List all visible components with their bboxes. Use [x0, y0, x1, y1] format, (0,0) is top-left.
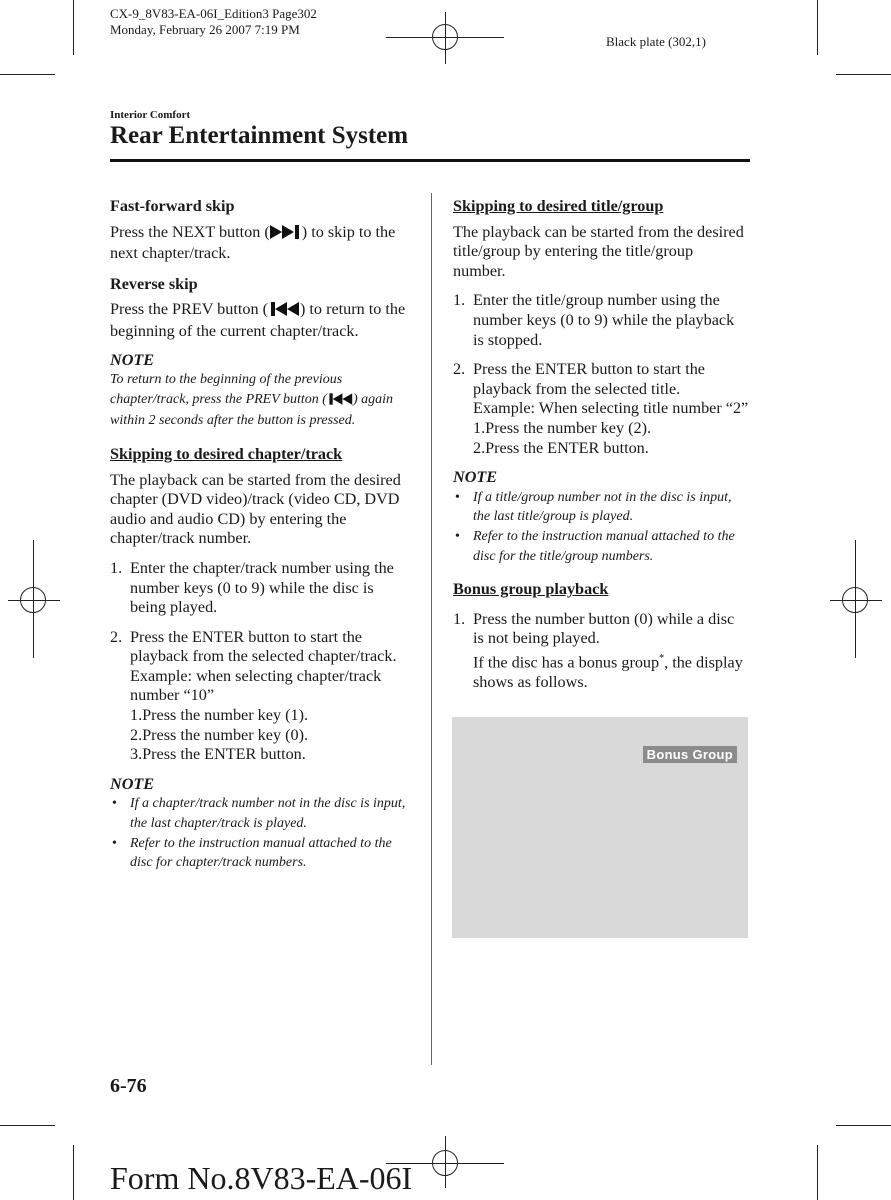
list-item: 1. Enter the chapter/track number using the number keys (0 to 9) while the disc is being played. [110, 558, 394, 617]
ff-paragraph: Press the NEXT button ( ) to skip to the next chapter/track. [110, 222, 396, 263]
crop-mark [817, 1145, 818, 1200]
crop-mark [817, 0, 818, 55]
note-heading: NOTE [110, 350, 155, 369]
chapter-heading: Skipping to desired chapter/track [110, 444, 343, 463]
crop-mark [0, 74, 55, 75]
list-item: 1. Enter the title/group number using the number keys (0 to 9) while the playback is stopped. [453, 291, 735, 349]
crop-mark [0, 1125, 55, 1126]
example-text: Example: When selecting title number “2” [473, 399, 749, 418]
page-number: 6-76 [110, 1075, 147, 1097]
section-label: Interior Comfort [110, 109, 191, 121]
display-screen [452, 717, 748, 938]
sub-step: 2.Press the number key (0). [130, 725, 309, 744]
example-text: Example: when selecting chapter/track number “10” [130, 666, 382, 705]
column-divider [431, 193, 432, 1065]
sub-step: 2.Press the ENTER button. [473, 438, 649, 457]
crop-mark [836, 74, 891, 75]
title-rule [110, 159, 750, 162]
next-skip-icon [270, 225, 302, 245]
right-column [453, 197, 749, 692]
crop-mark [73, 0, 74, 55]
note-text: To return to the beginning of the previous chapter/track, press the PREV button ( ) again within 2 seconds after the button is pressed. [110, 372, 394, 429]
print-header-file: CX-9_8V83-EA-06I_Edition3 Page302 [110, 6, 317, 21]
list-item: • If a chapter/track number not in the disc is input, the last chapter/track is played. [112, 796, 406, 832]
page-title: Rear Entertainment System [110, 122, 409, 149]
prev-skip-icon [268, 302, 300, 322]
rev-paragraph: Press the PREV button ( ) to return to the beginning of the current chapter/track. [110, 300, 406, 340]
chapter-intro: The playback can be started from the desired chapter (DVD video)/track (video CD, DVD audio and audio CD) by entering the chapter/track number. [110, 470, 401, 548]
left-column [110, 197, 410, 873]
note-heading: NOTE [453, 468, 498, 487]
bonus-heading: Bonus group playback [453, 580, 609, 599]
ff-heading: Fast-forward skip [110, 197, 235, 215]
prev-skip-icon [327, 392, 353, 412]
sub-step: 3.Press the ENTER button. [130, 745, 306, 764]
sub-step: 1.Press the number key (2). [473, 418, 652, 437]
bonus-group-badge: Bonus Group [643, 746, 737, 763]
print-header-date: Monday, February 26 2007 7:19 PM [110, 22, 300, 37]
list-item: • Refer to the instruction manual attached to the disc for chapter/track numbers. [112, 835, 392, 871]
list-item: 2. Press the ENTER button to start the playback from the selected title. Example: When selecting title number “2” 1.Press the number key (2). 2.Press the ENTER button. [453, 360, 749, 457]
list-item: • Refer to the instruction manual attached to the disc for the title/group numbers. [455, 528, 735, 564]
title-intro: The playback can be started from the desired title/group by entering the title/group number. [453, 222, 744, 280]
print-header-plate: Black plate (302,1) [606, 34, 706, 49]
list-item: 2. Press the ENTER button to start the playback from the selected chapter/track. Example: when selecting chapter/track number “10” 1.Press the number key (1). 2.Press the number key (0). 3.Press the ENTER button. [110, 628, 410, 765]
list-item: • If a title/group number not in the disc is input, the last title/group is played. [455, 489, 732, 525]
form-number: Form No.8V83-EA-06I [110, 1160, 413, 1196]
title-heading: Skipping to desired title/group [453, 197, 664, 215]
sub-step: 1.Press the number key (1). [130, 706, 309, 725]
crop-mark [73, 1145, 74, 1200]
note-heading: NOTE [110, 774, 155, 793]
crop-mark [836, 1125, 891, 1126]
list-item: 1. Press the number button (0) while a disc is not being played. If the disc has a bonus group*, the display shows as follows. [453, 609, 743, 691]
rev-heading: Reverse skip [110, 274, 198, 293]
